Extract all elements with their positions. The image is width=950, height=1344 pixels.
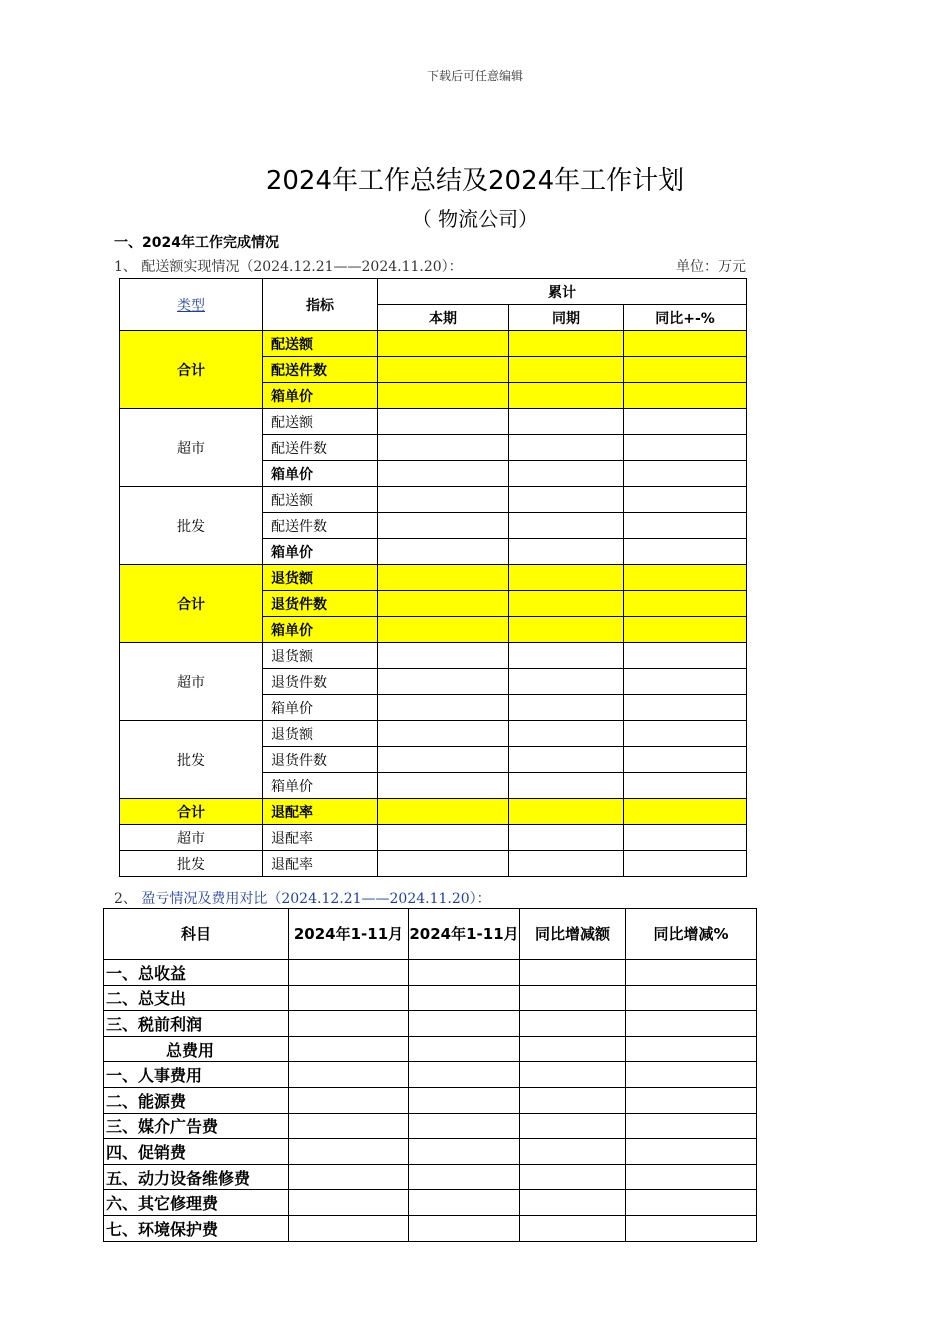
value-cell[interactable]: [509, 695, 624, 721]
value-cell[interactable]: [378, 539, 509, 565]
value-cell[interactable]: [378, 461, 509, 487]
table-row: [120, 331, 747, 357]
table-row: [104, 960, 757, 986]
value-cell[interactable]: [289, 1036, 409, 1062]
value-cell[interactable]: [626, 1036, 757, 1062]
value-cell[interactable]: [378, 591, 509, 617]
value-cell[interactable]: [378, 721, 509, 747]
value-cell[interactable]: [624, 461, 747, 487]
value-cell[interactable]: [409, 1011, 520, 1037]
value-cell[interactable]: [624, 539, 747, 565]
row-indicator: 退货额: [263, 721, 378, 747]
value-cell[interactable]: [626, 1087, 757, 1113]
table-row: [104, 1190, 757, 1216]
row-subject: 一、人事费用: [104, 1062, 289, 1088]
value-cell[interactable]: [509, 799, 624, 825]
row-indicator: 退货件数: [263, 591, 378, 617]
value-cell[interactable]: [509, 487, 624, 513]
header-period-b: 2024年1-11月: [409, 909, 520, 960]
value-cell[interactable]: [289, 1139, 409, 1165]
row-subject: 七、环境保护费: [104, 1215, 289, 1241]
value-cell[interactable]: [378, 435, 509, 461]
header-type[interactable]: 类型: [120, 279, 263, 331]
value-cell[interactable]: [520, 1215, 626, 1241]
value-cell[interactable]: [520, 1011, 626, 1037]
row-subject: 二、能源费: [104, 1087, 289, 1113]
value-cell[interactable]: [509, 565, 624, 591]
value-cell[interactable]: [520, 1164, 626, 1190]
row-indicator: 配送件数: [263, 435, 378, 461]
value-cell[interactable]: [289, 1190, 409, 1216]
value-cell[interactable]: [378, 669, 509, 695]
table-row: [104, 1215, 757, 1241]
value-cell[interactable]: [509, 461, 624, 487]
table-row: [104, 1164, 757, 1190]
section2-subheading: [114, 888, 491, 908]
value-cell[interactable]: [626, 1062, 757, 1088]
value-cell[interactable]: [509, 747, 624, 773]
value-cell[interactable]: [509, 851, 624, 877]
document-subtitle: （ 物流公司）: [411, 207, 539, 231]
value-cell[interactable]: [378, 357, 509, 383]
value-cell[interactable]: [378, 409, 509, 435]
value-cell[interactable]: [409, 1139, 520, 1165]
row-indicator: 箱单价: [263, 773, 378, 799]
row-subject: 一、总收益: [104, 960, 289, 986]
header-period-a: 2024年1-11月: [289, 909, 409, 960]
value-cell[interactable]: [624, 799, 747, 825]
table-row: [120, 565, 747, 591]
table-row: [104, 1087, 757, 1113]
subheading-text: 1、 配送额实现情况（2024.12.21——2024.11.20）：: [114, 259, 463, 275]
value-cell[interactable]: [289, 985, 409, 1011]
value-cell[interactable]: [378, 487, 509, 513]
value-cell[interactable]: [509, 513, 624, 539]
row-type: 超市: [120, 825, 263, 851]
header-subject: 科目: [104, 909, 289, 960]
table-row: [120, 851, 747, 877]
value-cell[interactable]: [378, 747, 509, 773]
value-cell[interactable]: [520, 1087, 626, 1113]
value-cell[interactable]: [520, 1113, 626, 1139]
value-cell[interactable]: [289, 1215, 409, 1241]
value-cell[interactable]: [624, 435, 747, 461]
value-cell[interactable]: [520, 1062, 626, 1088]
value-cell[interactable]: [509, 331, 624, 357]
value-cell[interactable]: [409, 1190, 520, 1216]
table-row: [120, 825, 747, 851]
header-same-period: 同期: [509, 305, 624, 331]
value-cell[interactable]: [409, 1036, 520, 1062]
value-cell[interactable]: [624, 669, 747, 695]
table-row: [120, 643, 747, 669]
table-row: [104, 1113, 757, 1139]
value-cell[interactable]: [378, 565, 509, 591]
delivery-table: [119, 278, 747, 877]
table-row: [104, 1036, 757, 1062]
document-title: 2024年工作总结及2024年工作计划: [265, 166, 685, 196]
row-indicator: 退货件数: [263, 669, 378, 695]
header-cumulative: 累计: [378, 279, 747, 305]
value-cell[interactable]: [626, 960, 757, 986]
value-cell[interactable]: [626, 1190, 757, 1216]
row-type: 批发: [120, 721, 263, 799]
row-subject: 六、其它修理费: [104, 1190, 289, 1216]
value-cell[interactable]: [520, 1190, 626, 1216]
header-yoy: 同比+-%: [624, 305, 747, 331]
row-subject: 二、总支出: [104, 985, 289, 1011]
section2-text: 盈亏情况及费用对比（2024.12.21——2024.11.20）：: [141, 891, 491, 907]
value-cell[interactable]: [624, 825, 747, 851]
row-indicator: 配送件数: [263, 357, 378, 383]
value-cell[interactable]: [624, 487, 747, 513]
value-cell[interactable]: [378, 513, 509, 539]
row-indicator: 箱单价: [263, 617, 378, 643]
value-cell[interactable]: [378, 383, 509, 409]
value-cell[interactable]: [509, 539, 624, 565]
value-cell[interactable]: [289, 1062, 409, 1088]
row-indicator: 箱单价: [263, 539, 378, 565]
row-subject: 总费用: [104, 1036, 289, 1062]
value-cell[interactable]: [624, 331, 747, 357]
value-cell[interactable]: [624, 409, 747, 435]
value-cell[interactable]: [378, 695, 509, 721]
page-header-note: 下载后可任意编辑: [426, 69, 523, 83]
value-cell[interactable]: [624, 747, 747, 773]
row-type: 批发: [120, 487, 263, 565]
value-cell[interactable]: [624, 773, 747, 799]
header-change-amount: 同比增减额: [520, 909, 626, 960]
value-cell[interactable]: [378, 331, 509, 357]
row-type: 超市: [120, 409, 263, 487]
row-indicator: 退货额: [263, 565, 378, 591]
row-type: 合计: [120, 331, 263, 409]
row-subject: 五、动力设备维修费: [104, 1164, 289, 1190]
row-indicator: 退配率: [263, 851, 378, 877]
value-cell[interactable]: [509, 669, 624, 695]
value-cell[interactable]: [624, 695, 747, 721]
row-indicator: 退货件数: [263, 747, 378, 773]
row-subject: 四、促销费: [104, 1139, 289, 1165]
table-row: [104, 1062, 757, 1088]
value-cell[interactable]: [409, 1113, 520, 1139]
table-row: [120, 487, 747, 513]
section1-heading: 一、2024年工作完成情况: [114, 235, 279, 251]
value-cell[interactable]: [624, 851, 747, 877]
value-cell[interactable]: [409, 1164, 520, 1190]
row-indicator: 配送额: [263, 409, 378, 435]
value-cell[interactable]: [624, 617, 747, 643]
row-indicator: 配送额: [263, 487, 378, 513]
value-cell[interactable]: [378, 773, 509, 799]
value-cell[interactable]: [624, 565, 747, 591]
row-indicator: 配送件数: [263, 513, 378, 539]
value-cell[interactable]: [289, 1164, 409, 1190]
table-row: [120, 409, 747, 435]
value-cell[interactable]: [520, 1036, 626, 1062]
value-cell[interactable]: [509, 721, 624, 747]
section2-number: 2、: [114, 891, 142, 907]
section1-subheading: [114, 256, 746, 276]
row-type: 批发: [120, 851, 263, 877]
value-cell[interactable]: [378, 825, 509, 851]
table-row: [104, 1011, 757, 1037]
value-cell[interactable]: [378, 617, 509, 643]
table-row: [104, 1139, 757, 1165]
value-cell[interactable]: [378, 643, 509, 669]
row-subject: 三、媒介广告费: [104, 1113, 289, 1139]
value-cell[interactable]: [624, 643, 747, 669]
unit-label: 单位：万元: [676, 259, 746, 275]
row-indicator: 退配率: [263, 825, 378, 851]
row-type: 合计: [120, 799, 263, 825]
value-cell[interactable]: [626, 1164, 757, 1190]
value-cell[interactable]: [509, 773, 624, 799]
row-type: 合计: [120, 565, 263, 643]
row-subject: 三、税前利润: [104, 1011, 289, 1037]
value-cell[interactable]: [520, 960, 626, 986]
value-cell[interactable]: [289, 1087, 409, 1113]
value-cell[interactable]: [624, 383, 747, 409]
value-cell[interactable]: [520, 985, 626, 1011]
table-row: [104, 985, 757, 1011]
value-cell[interactable]: [289, 960, 409, 986]
value-cell[interactable]: [409, 985, 520, 1011]
value-cell[interactable]: [289, 1011, 409, 1037]
profit-expense-table: [103, 908, 757, 1242]
value-cell[interactable]: [626, 985, 757, 1011]
header-change-percent: 同比增减%: [626, 909, 757, 960]
value-cell[interactable]: [378, 799, 509, 825]
value-cell[interactable]: [378, 851, 509, 877]
value-cell[interactable]: [509, 357, 624, 383]
row-indicator: 箱单价: [263, 461, 378, 487]
value-cell[interactable]: [520, 1139, 626, 1165]
value-cell[interactable]: [624, 357, 747, 383]
row-indicator: 退配率: [263, 799, 378, 825]
value-cell[interactable]: [626, 1011, 757, 1037]
value-cell[interactable]: [409, 1087, 520, 1113]
value-cell[interactable]: [409, 1215, 520, 1241]
value-cell[interactable]: [509, 617, 624, 643]
header-indicator: 指标: [263, 279, 378, 331]
row-indicator: 箱单价: [263, 383, 378, 409]
value-cell[interactable]: [626, 1139, 757, 1165]
value-cell[interactable]: [509, 591, 624, 617]
value-cell[interactable]: [509, 409, 624, 435]
value-cell[interactable]: [624, 721, 747, 747]
value-cell[interactable]: [409, 960, 520, 986]
row-indicator: 配送额: [263, 331, 378, 357]
value-cell[interactable]: [626, 1215, 757, 1241]
value-cell[interactable]: [509, 643, 624, 669]
value-cell[interactable]: [409, 1062, 520, 1088]
value-cell[interactable]: [624, 591, 747, 617]
row-indicator: 退货额: [263, 643, 378, 669]
row-indicator: 箱单价: [263, 695, 378, 721]
table-row: [120, 721, 747, 747]
value-cell[interactable]: [509, 435, 624, 461]
value-cell[interactable]: [624, 513, 747, 539]
header-current: 本期: [378, 305, 509, 331]
value-cell[interactable]: [509, 825, 624, 851]
value-cell[interactable]: [626, 1113, 757, 1139]
table-row: [120, 799, 747, 825]
value-cell[interactable]: [289, 1113, 409, 1139]
row-type: 超市: [120, 643, 263, 721]
value-cell[interactable]: [509, 383, 624, 409]
